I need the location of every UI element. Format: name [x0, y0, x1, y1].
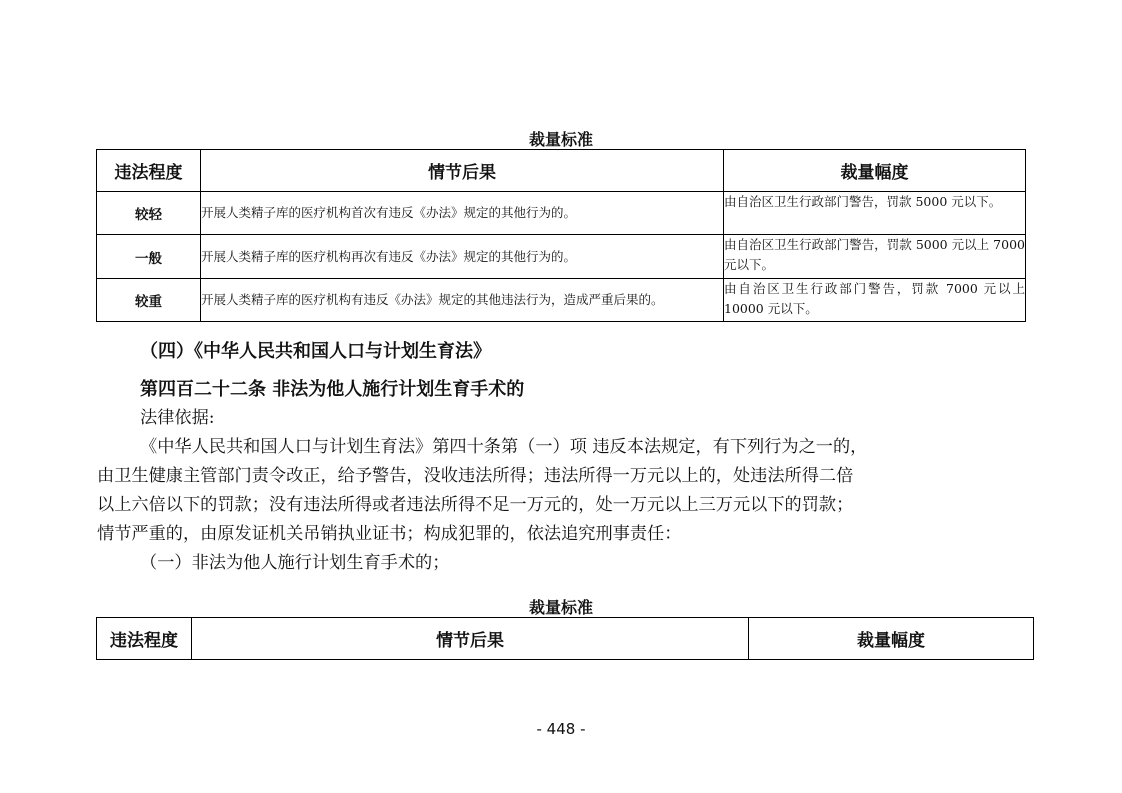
- circumstance-cell: 开展人类精子库的医疗机构首次有违反《办法》规定的其他行为的。: [201, 192, 724, 235]
- circumstance-cell: 开展人类精子库的医疗机构再次有违反《办法》规定的其他行为的。: [201, 235, 724, 279]
- law-text-line: 由卫生健康主管部门责令改正，给予警告，没收违法所得；违法所得一万元以上的，处违法所得二倍: [97, 466, 854, 486]
- discretion-table-1: [96, 149, 1026, 322]
- discretion-table-2: [96, 617, 1034, 660]
- table-row: [97, 279, 1026, 322]
- header-violation-degree: 违法程度: [97, 618, 192, 660]
- legal-basis-label: 法律依据:: [140, 408, 215, 428]
- table-row: [97, 192, 1026, 235]
- level-cell: 一般: [97, 235, 201, 279]
- header-penalty-range: 裁量幅度: [749, 618, 1034, 660]
- penalty-cell: 由自治区卫生行政部门警告，罚款 7000 元以上 10000 元以下。: [724, 279, 1026, 322]
- table1-caption: 裁量标准: [528, 130, 593, 149]
- table2-caption: 裁量标准: [528, 598, 593, 617]
- header-circumstance: 情节后果: [201, 150, 724, 192]
- level-cell: 较轻: [97, 192, 201, 235]
- table-header-row: [97, 150, 1026, 192]
- table-row: [97, 235, 1026, 279]
- law-text-line: 情节严重的，由原发证机关吊销执业证书；构成犯罪的，依法追究刑事责任：: [97, 524, 682, 544]
- page-number: - 448 -: [536, 720, 586, 738]
- header-penalty-range: 裁量幅度: [724, 150, 1026, 192]
- law-text-line: 以上六倍以下的罚款；没有违法所得或者违法所得不足一万元的，处一万元以上三万元以下的罚款；: [97, 495, 854, 515]
- header-circumstance: 情节后果: [192, 618, 749, 660]
- penalty-cell: 由自治区卫生行政部门警告，罚款 5000 元以下。: [724, 192, 1026, 235]
- table-header-row: [97, 618, 1034, 660]
- header-violation-degree: 违法程度: [97, 150, 201, 192]
- level-cell: 较重: [97, 279, 201, 322]
- law-item: （一）非法为他人施行计划生育手术的；: [140, 553, 450, 573]
- article-heading: 第四百二十二条 非法为他人施行计划生育手术的: [140, 379, 525, 400]
- law-text-line: 《中华人民共和国人口与计划生育法》第四十条第（一）项 违反本法规定，有下列行为之一的，: [140, 437, 868, 457]
- penalty-cell: 由自治区卫生行政部门警告，罚款 5000 元以上 7000 元以下。: [724, 235, 1026, 279]
- circumstance-cell: 开展人类精子库的医疗机构有违反《办法》规定的其他违法行为，造成严重后果的。: [201, 279, 724, 322]
- section-heading: （四）《中华人民共和国人口与计划生育法》: [140, 341, 491, 362]
